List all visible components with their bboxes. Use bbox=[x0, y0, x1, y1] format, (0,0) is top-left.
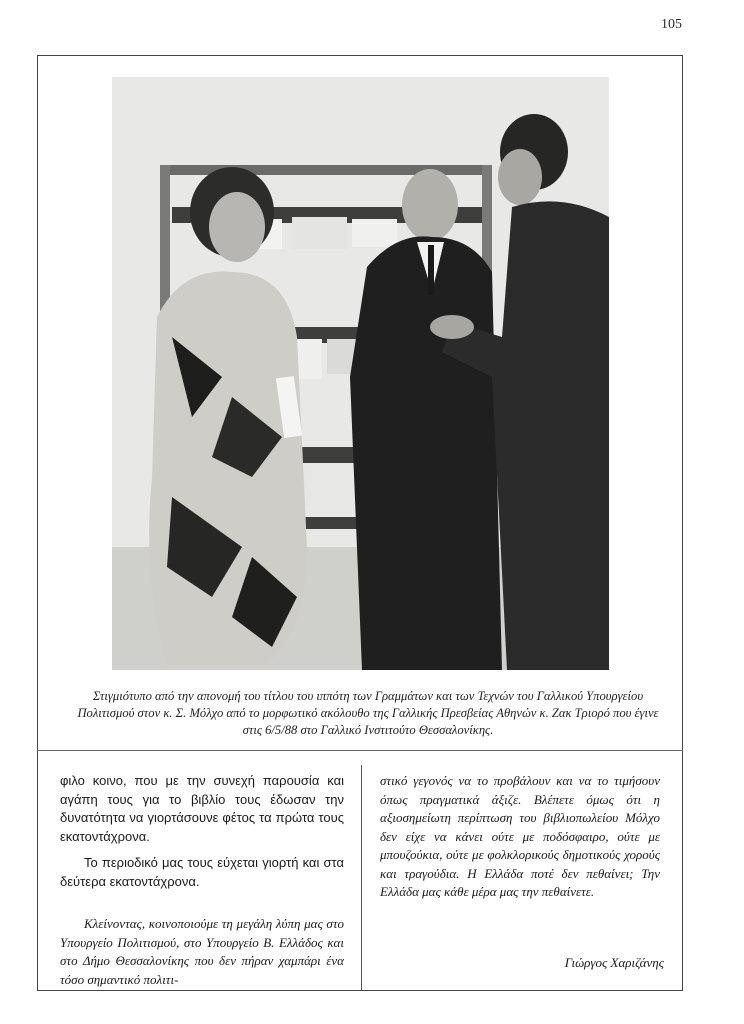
photo-caption: Στιγμιότυπο από την απονομή του τίτλου του ιππότη των Γραμμάτων και των Τεχνών του Γαλλικού Υπουργείου Πολιτισμού στον κ. Σ. Μόλχο από το μορφωτικό ακόλουθο της Γαλλικής Πρεσβείας Αθηνών κ. Ζακ Τριορό που έγινε στις 6/5/88 στο Γαλλικό Ινστιτούτο Θεσσαλονίκης. bbox=[77, 689, 659, 737]
left-column bbox=[60, 772, 344, 997]
section-divider bbox=[37, 750, 683, 751]
photograph bbox=[112, 77, 609, 670]
left-paragraph-3: Κλείνοντας, κοινοποιούμε τη μεγάλη λύπη μας στο Υπουργείο Πολιτισμού, στο Υπουργείο Β. Ελλάδος και στο Δήμο Θεσσαλονίκης που δεν πήραν χαμπάρι ένα τόσο σημαντικό πολιτι- bbox=[60, 916, 344, 987]
left-paragraph-2: Το περιοδικό μας τους εύχεται γιορτή και στα δεύτερα εκατοντάχρονα. bbox=[60, 855, 344, 889]
right-paragraph-1: στικό γεγονός να το προβάλουν και να το τιμήσουν όπως πραγματικά άξιζε. Βλέπετε όμως ότι η αξιοσημείωτη περίπτωση του βιβλιοπωλείου Μόλχο δεν είχε να κάνει ούτε με ποδόσφαιρο, ούτε με μπουζούκια, ούτε με φολκλορικούς δημοτικούς χορούς και τραγούδια. Η Ελλάδα ποτέ δεν πεθαίνει; Την Ελλάδα μας κάθε μέρα μας την πεθαίνετε. bbox=[380, 773, 660, 899]
right-column bbox=[380, 772, 660, 902]
author-signature: Γιώργος Χαριζάνης bbox=[564, 955, 664, 970]
page-number: 105 bbox=[661, 17, 682, 32]
column-divider bbox=[361, 765, 362, 990]
left-paragraph-1: φιλο κοινο, που με την συνεχή παρουσία και αγάπη τους για το βιβλίο τους έδωσαν την δυνατότητα να γιορτάσουνε φέτος τα πρώτα τους εκατοντάχρονα. bbox=[60, 773, 344, 844]
photograph-icon bbox=[112, 77, 609, 670]
